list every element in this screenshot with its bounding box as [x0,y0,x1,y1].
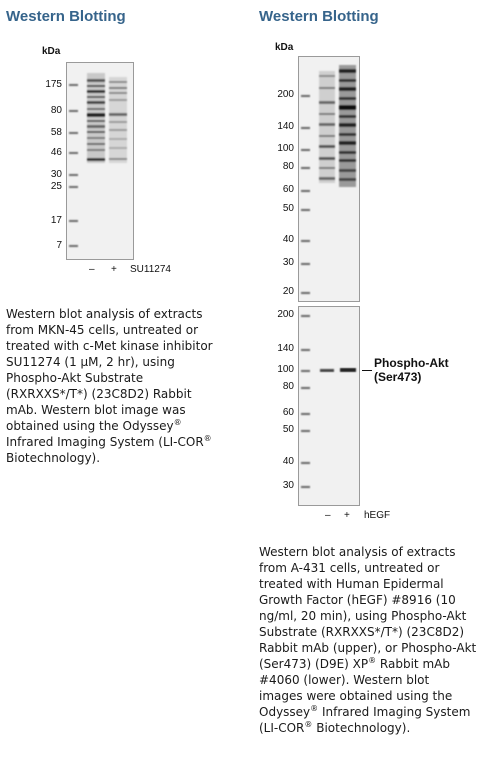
caption-line: treated with Human Epidermal [259,577,444,591]
marker-label: 140 [277,121,294,132]
caption-line: from MKN-45 cells, untreated or [6,323,198,337]
caption-line: Rabbit mAb (upper), or Phospho-Akt [259,641,477,655]
marker-label: 140 [277,343,294,354]
target-label-line: Phospho-Akt [374,356,449,370]
caption-line: (RXRXXS*/T*) (23C8D2) Rabbit [6,387,192,401]
right-upper-western-blot-image [298,56,360,302]
left-caption [6,306,246,466]
left-panel-title: Western Blotting [6,8,126,25]
marker-label: 60 [282,184,294,195]
caption-line: #4060 (lower). Western blot [259,673,430,687]
caption-line: Growth Factor (hEGF) #8916 (10 [259,593,456,607]
caption-line: treated with c-Met kinase inhibitor [6,339,213,353]
lane-label-treated: + [111,264,117,275]
caption-line: obtained using the Odyssey® [6,418,182,433]
marker-label: 100 [277,143,294,154]
caption-line: (LI-COR® Biotechnology). [259,720,411,735]
marker-label: 58 [50,127,62,138]
marker-label: 7 [56,240,62,251]
caption-line: images were obtained using the [259,689,453,703]
marker-label: 30 [282,257,294,268]
treatment-label: hEGF [364,510,391,521]
target-pointer-line [362,370,372,371]
target-label [374,356,449,384]
caption-line: mAb. Western blot image was [6,403,186,417]
marker-label: 30 [50,169,62,180]
marker-label: 80 [50,105,62,116]
marker-label: 40 [282,456,294,467]
marker-label: 30 [282,480,294,491]
caption-line: Western blot analysis of extracts [6,307,203,321]
marker-label: 17 [50,215,62,226]
right-lower-western-blot-image [298,306,360,506]
caption-line: from A-431 cells, untreated or [259,561,440,575]
lane-label-treated: + [344,510,350,521]
caption-line: Infrared Imaging System (LI-COR® [6,434,212,449]
caption-line: (Ser473) (D9E) XP® Rabbit mAb [259,656,450,671]
registered-mark: ® [203,434,212,443]
caption-line: Substrate (RXRXXS*/T*) (23C8D2) [259,625,465,639]
registered-mark: ® [310,704,319,713]
marker-label: 175 [45,79,62,90]
marker-label: 50 [282,424,294,435]
right-panel-title: Western Blotting [259,8,379,25]
caption-line: Biotechnology). [6,451,101,465]
lane-label-untreated: – [89,264,95,275]
marker-label: 200 [277,89,294,100]
treatment-label: SU11274 [130,264,171,275]
marker-label: 25 [50,181,62,192]
caption-line: Western blot analysis of extracts [259,545,456,559]
registered-mark: ® [173,418,182,427]
marker-label: 20 [282,286,294,297]
marker-label: 80 [282,381,294,392]
registered-mark: ® [368,656,377,665]
lane-label-untreated: – [325,510,331,521]
marker-label: 80 [282,161,294,172]
left-kda-label: kDa [42,46,61,57]
caption-line: ng/ml, 20 min), using Phospho-Akt [259,609,467,623]
registered-mark: ® [304,720,313,729]
marker-label: 40 [282,234,294,245]
caption-line: Odyssey® Infrared Imaging System [259,704,471,719]
left-western-blot-image [66,62,134,260]
caption-line: Phospho-Akt Substrate [6,371,144,385]
right-caption [259,544,489,736]
marker-label: 100 [277,364,294,375]
right-kda-label: kDa [275,42,294,53]
target-label-line: (Ser473) [374,370,422,384]
marker-label: 200 [277,309,294,320]
marker-label: 60 [282,407,294,418]
marker-label: 50 [282,203,294,214]
caption-line: SU11274 (1 µM, 2 hr), using [6,355,175,369]
marker-label: 46 [50,147,62,158]
